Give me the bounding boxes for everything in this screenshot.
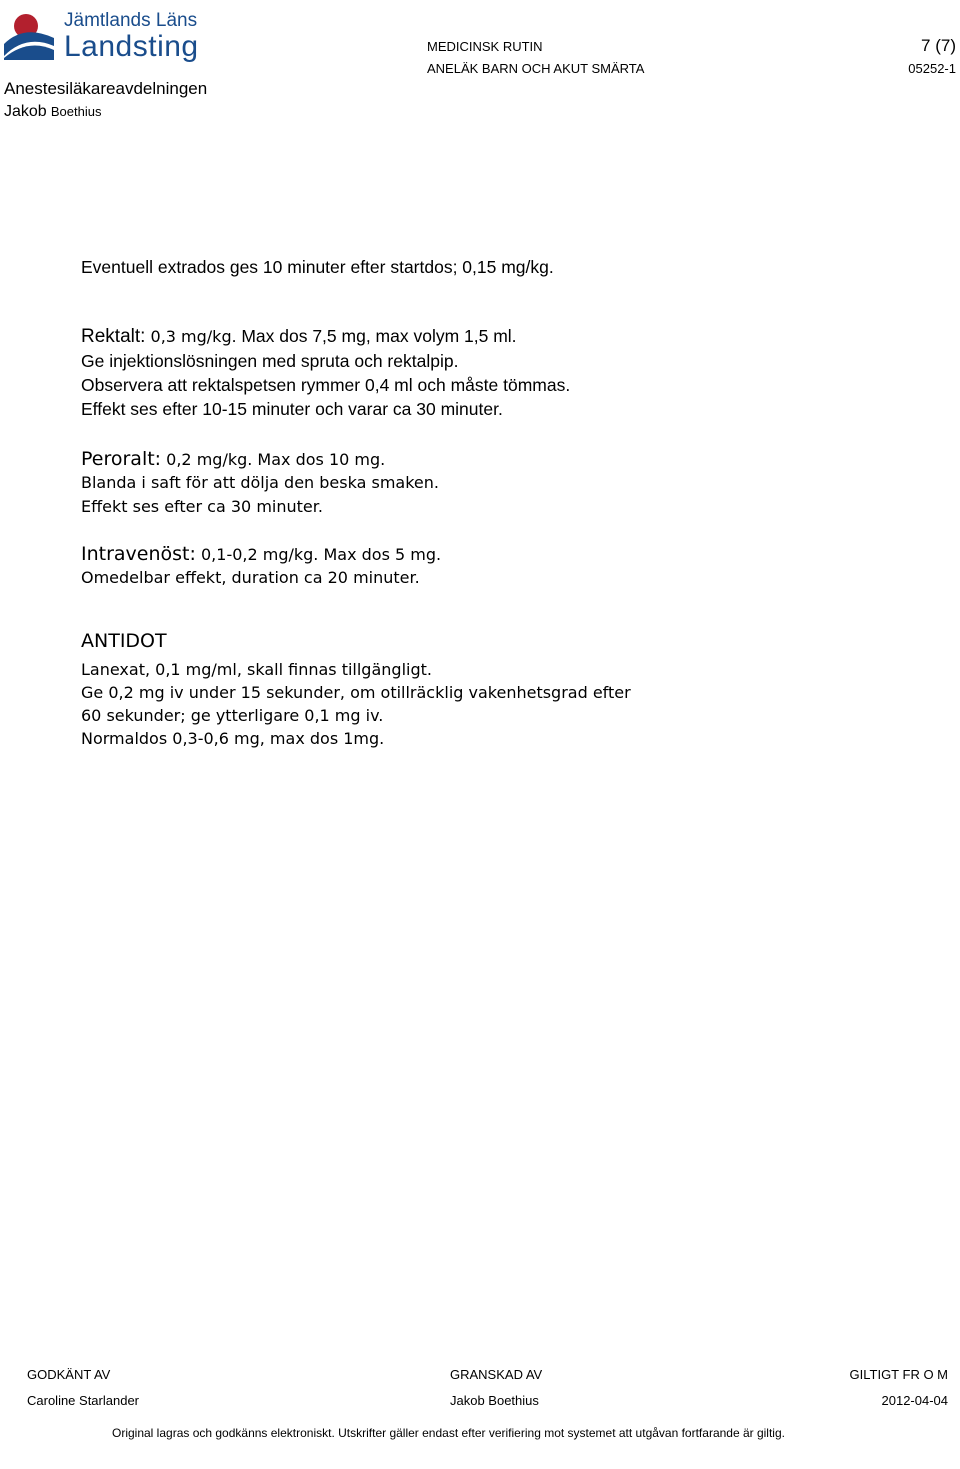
approved-label: GODKÄNT AV: [27, 1367, 111, 1382]
document-type: MEDICINSK RUTIN: [427, 39, 543, 54]
oral-line: Blanda i saft för att dölja den beska smaken.: [81, 473, 439, 492]
iv-dose: 0,1-0,2 mg/kg: [195, 545, 314, 564]
rectal-heading: [81, 326, 517, 348]
reviewed-by: Jakob Boethius: [450, 1393, 539, 1408]
oral-rest: . Max dos 10 mg.: [247, 450, 386, 469]
department: Anestesiläkareavdelningen: [4, 79, 208, 98]
document-title: ANELÄK BARN OCH AKUT SMÄRTA: [427, 61, 645, 76]
antidote-heading: ANTIDOT: [81, 630, 167, 652]
rectal-dose: 0,3 mg/kg: [145, 327, 232, 346]
page-number: 7 (7): [921, 36, 956, 55]
oral-label: Peroralt:: [81, 448, 162, 470]
reviewed-label: GRANSKAD AV: [450, 1367, 543, 1382]
iv-line: Omedelbar effekt, duration ca 20 minuter.: [81, 568, 420, 587]
iv-rest: . Max dos 5 mg.: [313, 545, 442, 564]
author: [4, 103, 101, 121]
valid-from-label: GILTIGT FR O M: [849, 1367, 948, 1382]
iv-label: Intravenöst:: [81, 543, 196, 565]
antidote-line: 60 sekunder; ge ytterligare 0,1 mg iv.: [81, 706, 384, 725]
author-last-name: Boethius: [50, 104, 102, 119]
footer-notice: Original lagras och godkänns elektroniskt. Utskrifter gäller endast efter verifiering mot systemet att utgåvan fortfarande är giltig.: [112, 1426, 785, 1440]
antidote-line: Normaldos 0,3-0,6 mg, max dos 1mg.: [81, 729, 385, 748]
oral-line: Effekt ses efter ca 30 minuter.: [81, 497, 323, 516]
rectal-line: Observera att rektalspetsen rymmer 0,4 ml och måste tömmas.: [81, 375, 571, 395]
logo-text-line2: Landsting: [64, 30, 199, 63]
rectal-rest: . Max dos 7,5 mg, max volym 1,5 ml.: [231, 326, 517, 346]
antidote-line: Lanexat, 0,1 mg/ml, skall finnas tillgängligt.: [81, 660, 432, 679]
oral-dose: 0,2 mg/kg: [161, 450, 248, 469]
rectal-line: Ge injektionslösningen med spruta och rektalpip.: [81, 351, 459, 371]
iv-heading: [81, 543, 441, 565]
extra-dose-text: Eventuell extrados ges 10 minuter efter startdos; 0,15 mg/kg.: [81, 257, 554, 277]
organization-logo: [4, 4, 204, 66]
valid-from-date: 2012-04-04: [881, 1393, 948, 1408]
rectal-label: Rektalt:: [81, 326, 146, 347]
antidote-line: Ge 0,2 mg iv under 15 sekunder, om otillräcklig vakenhetsgrad efter: [81, 683, 631, 702]
logo-emblem-icon: [4, 4, 60, 66]
author-first-name: Jakob: [4, 103, 47, 120]
approved-by: Caroline Starlander: [27, 1393, 140, 1408]
oral-heading: [81, 448, 385, 470]
document-number: 05252-1: [908, 61, 956, 76]
rectal-line: Effekt ses efter 10-15 minuter och varar ca 30 minuter.: [81, 399, 503, 419]
logo-text-line1: Jämtlands Läns: [64, 10, 198, 31]
